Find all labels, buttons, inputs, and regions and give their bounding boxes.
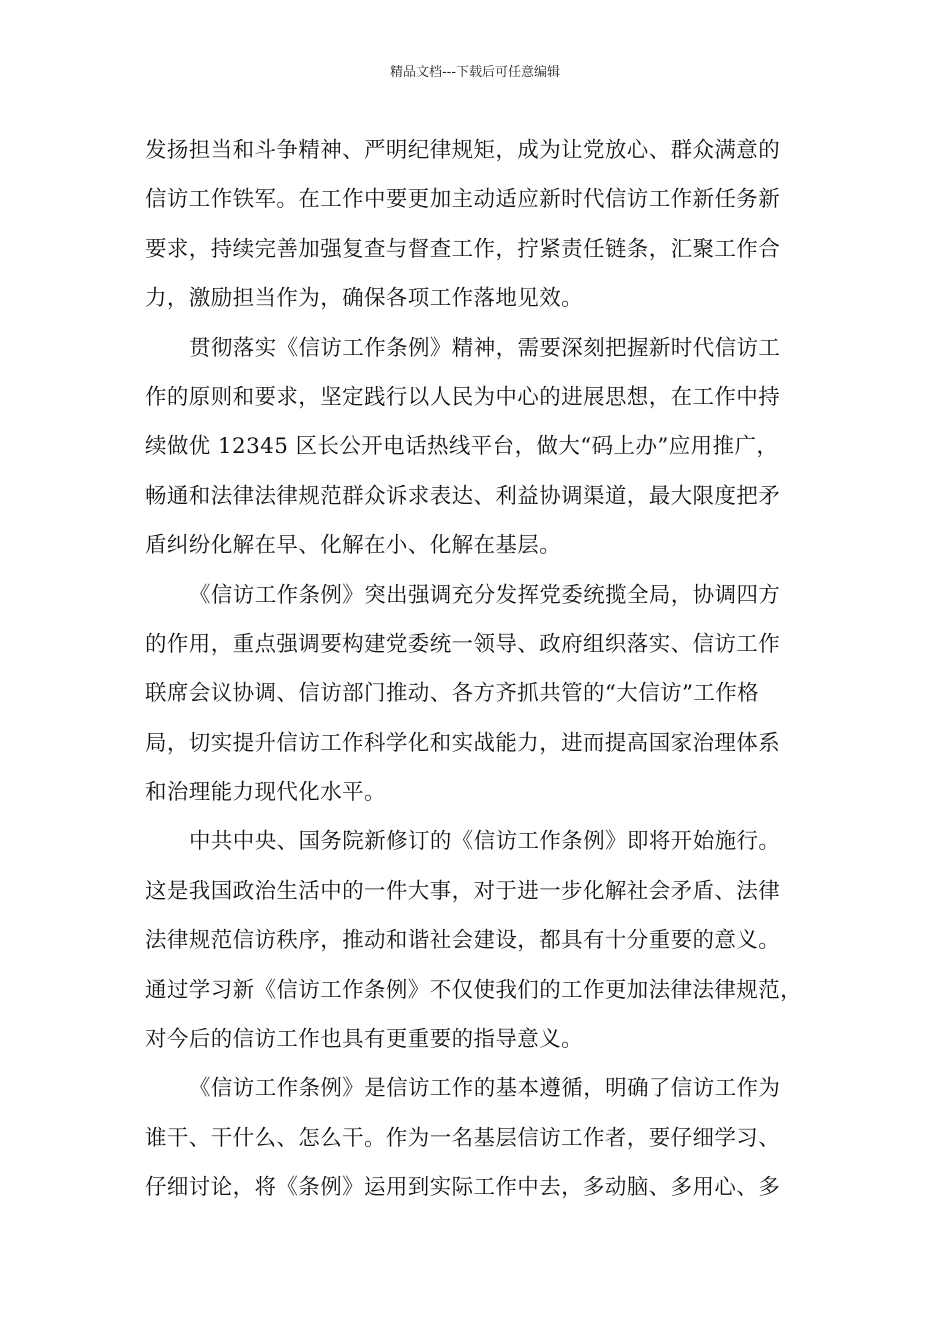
- paragraph-line: 仔细讨论，将《条例》运用到实际工作中去，多动脑、多用心、多: [145, 1175, 781, 1201]
- paragraph-line: 对今后的信访工作也具有更重要的指导意义。: [145, 1027, 584, 1053]
- paragraph-line: 畅通和法律法律规范群众诉求表达、利益协调渠道，最大限度把矛: [145, 483, 781, 509]
- paragraph-line: 盾纠纷化解在早、化解在小、化解在基层。: [145, 533, 562, 559]
- paragraph-first-line: 《信访工作条例》突出强调充分发挥党委统揽全局，协调四方: [189, 582, 781, 608]
- paragraph-line: 局，切实提升信访工作科学化和实战能力，进而提高国家治理体系: [145, 730, 781, 756]
- paragraph-line: 作的原则和要求，坚定践行以人民为中心的进展思想，在工作中持: [145, 384, 781, 410]
- paragraph-line: 续做优 12345 区长公开电话热线平台，做大“码上办”应用推广，: [145, 434, 779, 460]
- paragraph-line: 要求，持续完善加强复查与督查工作，拧紧责任链条，汇聚工作合: [145, 236, 781, 262]
- paragraph-line: 这是我国政治生活中的一件大事，对于进一步化解社会矛盾、法律: [145, 878, 781, 904]
- paragraph-line: 联席会议协调、信访部门推动、各方齐抓共管的“大信访”工作格: [145, 681, 760, 707]
- paragraph-first-line: 《信访工作条例》是信访工作的基本遵循，明确了信访工作为: [189, 1076, 781, 1102]
- document-body: [145, 126, 825, 1213]
- paragraph-line: 通过学习新《信访工作条例》不仅使我们的工作更加法律法律规范，: [145, 977, 803, 1003]
- paragraph-first-line: 贯彻落实《信访工作条例》精神，需要深刻把握新时代信访工: [189, 335, 781, 361]
- paragraph-line: 法律规范信访秩序，推动和谐社会建设，都具有十分重要的意义。: [145, 928, 781, 954]
- paragraph-first-line: 中共中央、国务院新修订的《信访工作条例》即将开始施行。: [189, 829, 781, 855]
- paragraph-line: 谁干、干什么、怎么干。作为一名基层信访工作者，要仔细学习、: [145, 1125, 781, 1151]
- paragraph-line: 的作用，重点强调要构建党委统一领导、政府组织落实、信访工作: [145, 631, 781, 657]
- page-header: 精品文档---下载后可任意编辑: [389, 65, 561, 80]
- paragraph-line: 和治理能力现代化水平。: [145, 780, 386, 806]
- paragraph-line: 力，激励担当作为，确保各项工作落地见效。: [145, 286, 584, 312]
- paragraph-line: 发扬担当和斗争精神、严明纪律规矩，成为让党放心、群众满意的: [145, 138, 781, 163]
- paragraph-line: 信访工作铁军。在工作中要更加主动适应新时代信访工作新任务新: [145, 187, 781, 213]
